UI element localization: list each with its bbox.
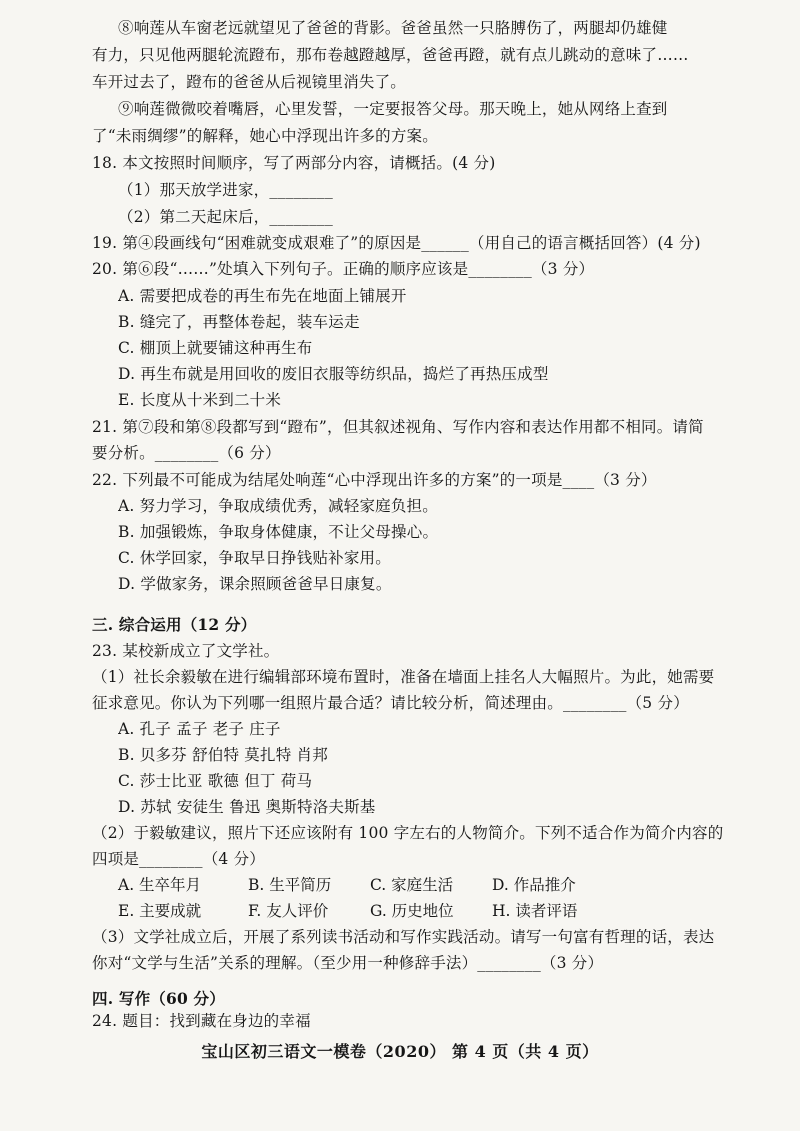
q23-grid-item: E. 主要成就 (118, 902, 202, 920)
q23-part3-line2: 你对“文学与生活”关系的理解。（至少用一种修辞手法）________（3 分） (92, 954, 604, 972)
q24-title: 24. 题目：找到藏在身边的幸福 (92, 1012, 311, 1030)
q20-option-b: B. 缝完了，再整体卷起，装车运走 (118, 313, 360, 331)
q20-option-d: D. 再生布就是用回收的废旧衣服等纺织品，捣烂了再热压成型 (118, 365, 549, 383)
q23-grid-item: B. 生平简历 (248, 876, 332, 894)
q23-grid-item: A. 生卒年月 (118, 876, 202, 894)
q18-stem: 18. 本文按照时间顺序，写了两部分内容，请概括。(4 分) (92, 154, 496, 172)
q23-grid-item: C. 家庭生活 (370, 876, 454, 894)
q21-line1: 21. 第⑦段和第⑧段都写到“蹬布”，但其叙述视角、写作内容和表达作用都不相同。请简 (92, 418, 704, 436)
passage-p9-line2: 了“未雨绸缪”的解释，她心中浮现出许多的方案。 (92, 127, 438, 145)
passage-p9-line1: ⑨响莲微微咬着嘴唇，心里发誓，一定要报答父母。那天晚上，她从网络上查到 (118, 100, 668, 118)
passage-p8-line3: 车开过去了，蹬布的爸爸从后视镜里消失了。 (92, 73, 407, 91)
q23-grid-item: G. 历史地位 (370, 902, 454, 920)
q23-option-a: A. 孔子 孟子 老子 庄子 (118, 720, 281, 738)
q23-grid-item: H. 读者评语 (492, 902, 578, 920)
q23-part3-line1: （3）文学社成立后，开展了系列读书活动和写作实践活动。请写一句富有哲理的话，表达 (92, 928, 715, 946)
q22-option-a: A. 努力学习，争取成绩优秀，减轻家庭负担。 (118, 497, 438, 515)
q23-stem: 23. 某校新成立了文学社。 (92, 642, 280, 660)
q19-stem: 19. 第④段画线句“困难就变成艰难了”的原因是______（用自己的语言概括回答）(4 分) (92, 234, 701, 252)
q23-option-c: C. 莎士比亚 歌德 但丁 荷马 (118, 772, 313, 790)
q23-option-d: D. 苏轼 安徒生 鲁迅 奥斯特洛夫斯基 (118, 798, 376, 816)
q18-part1: （1）那天放学进家，________ (118, 181, 333, 199)
q23-grid-item: D. 作品推介 (492, 876, 576, 894)
q23-part2-line1: （2）于毅敏建议，照片下还应该附有 100 字左右的人物简介。下列不适合作为简介内容的 (92, 824, 724, 842)
passage-p8-line2: 有力，只见他两腿轮流蹬布，那布卷越蹬越厚，爸爸再蹬，就有点儿跳动的意味了…… (92, 46, 689, 64)
q22-option-c: C. 休学回家，争取早日挣钱贴补家用。 (118, 549, 391, 567)
q18-part2: （2）第二天起床后，________ (118, 208, 333, 226)
q23-part2-line2: 四项是________（4 分） (92, 850, 265, 868)
passage-p8-line1: ⑧响莲从车窗老远就望见了爸爸的背影。爸爸虽然一只胳膊伤了，两腿却仍雄健 (118, 19, 668, 37)
section-4-title: 四. 写作（60 分） (92, 989, 225, 1008)
q23-part1-line1: （1）社长余毅敏在进行编辑部环境布置时，准备在墙面上挂名人大幅照片。为此，她需要 (92, 668, 715, 686)
q20-option-e: E. 长度从十米到二十米 (118, 391, 282, 409)
q22-option-b: B. 加强锻炼，争取身体健康，不让父母操心。 (118, 523, 439, 541)
q23-grid-item: F. 友人评价 (248, 902, 329, 920)
q22-stem: 22. 下列最不可能成为结尾处响莲“心中浮现出许多的方案”的一项是____（3 分） (92, 471, 657, 489)
page-footer: 宝山区初三语文一模卷（2020） 第 4 页（共 4 页） (201, 1042, 599, 1061)
section-3-title: 三. 综合运用（12 分） (92, 615, 257, 634)
q20-stem: 20. 第⑥段“……”处填入下列句子。正确的顺序应该是________（3 分） (92, 260, 595, 278)
q20-option-c: C. 棚顶上就要铺这种再生布 (118, 339, 313, 357)
q20-option-a: A. 需要把成卷的再生布先在地面上铺展开 (118, 287, 407, 305)
q23-part1-line2: 征求意见。你认为下列哪一组照片最合适？请比较分析，简述理由。________（5 分） (92, 694, 689, 712)
q21-line2: 要分析。________（6 分） (92, 444, 281, 462)
q23-option-b: B. 贝多芬 舒伯特 莫扎特 肖邦 (118, 746, 328, 764)
q22-option-d: D. 学做家务，课余照顾爸爸早日康复。 (118, 575, 392, 593)
